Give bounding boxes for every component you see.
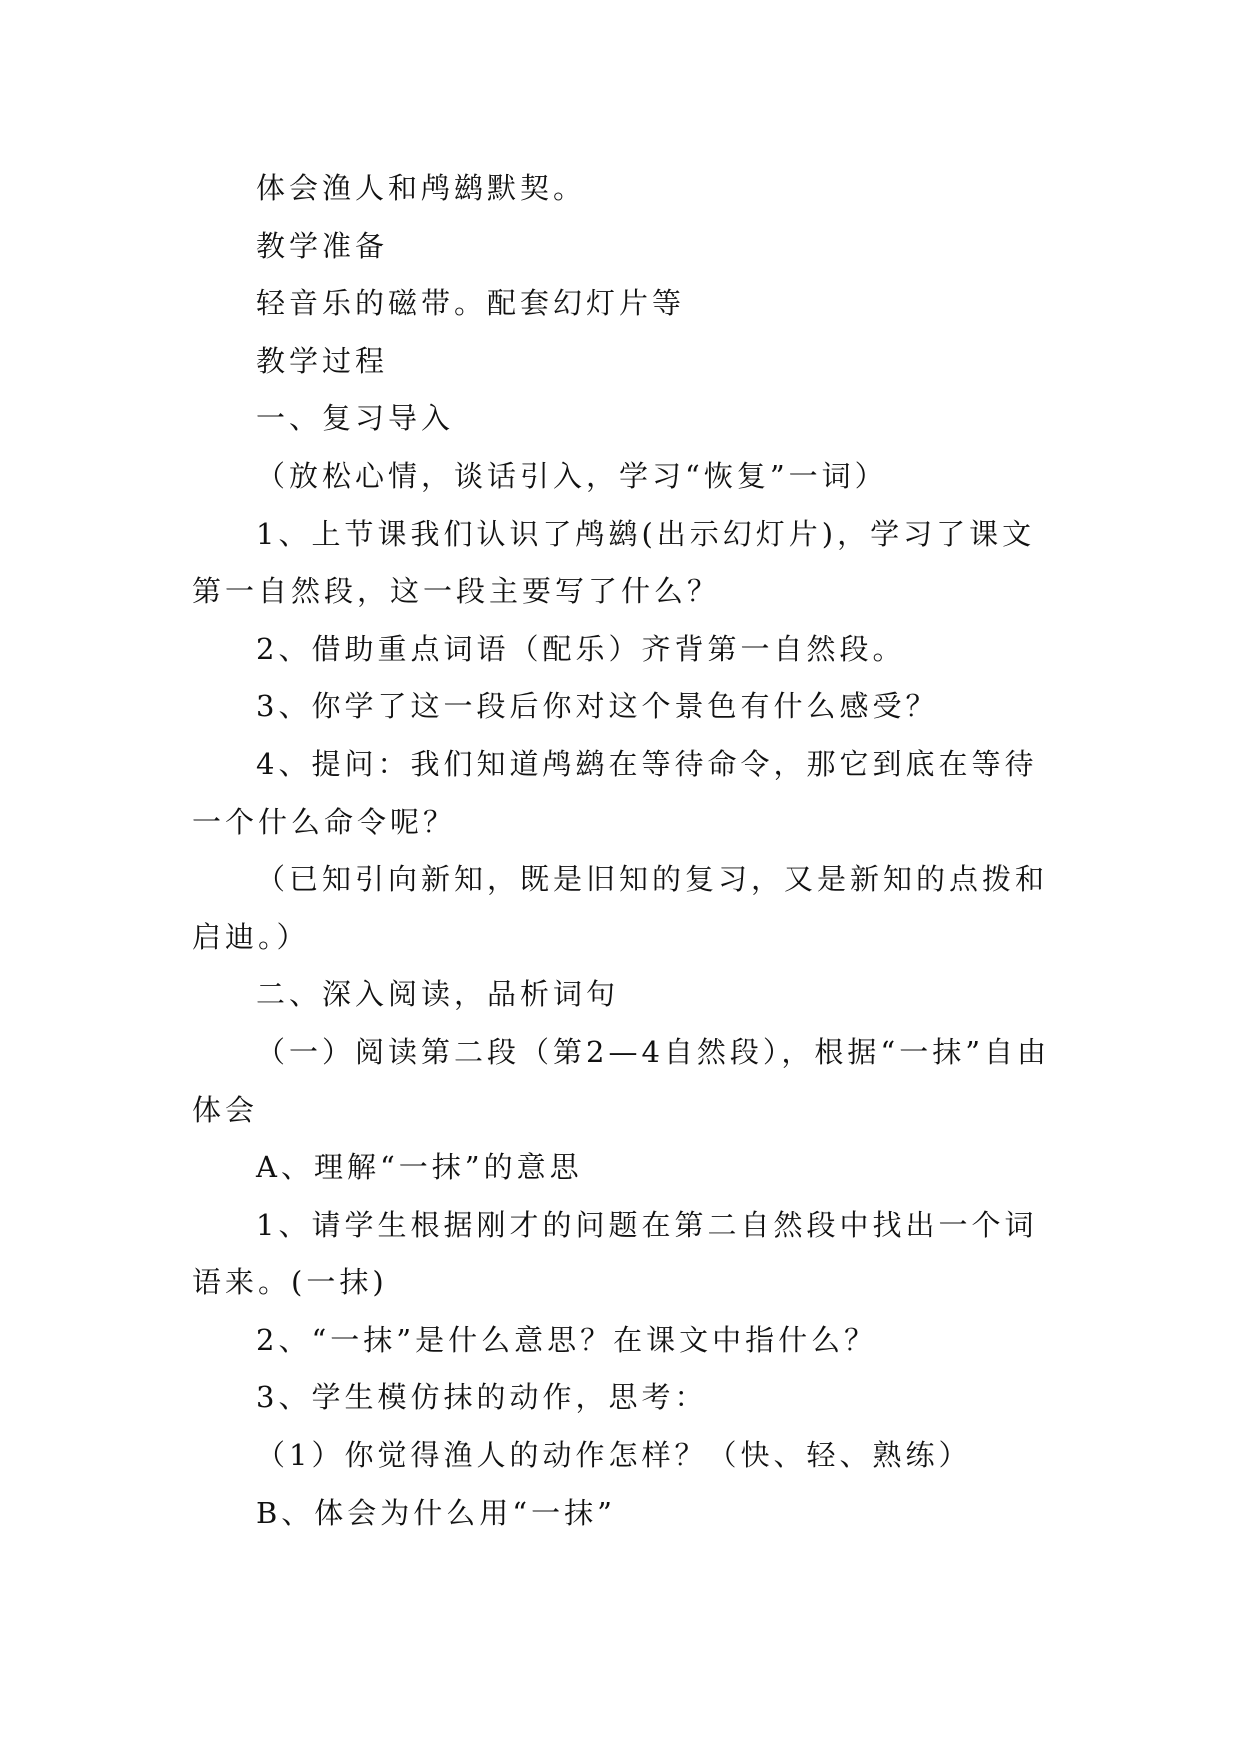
paragraph-8: 2、借助重点词语（配乐）齐背第一自然段。: [256, 631, 906, 666]
paragraph-7: 1、上节课我们认识了鸬鹚(出示幻灯片)，学习了课文第一自然段，这一段主要写了什么？: [192, 516, 1036, 609]
paragraph-3: 轻音乐的磁带。配套幻灯片等: [256, 286, 686, 321]
paragraph-11: （已知引向新知，既是旧知的复习，又是新知的点拨和启迪。）: [192, 862, 1049, 954]
paragraph-17: 3、学生模仿抹的动作，思考：: [256, 1380, 708, 1415]
paragraph-10: 4、提问：我们知道鸬鹚在等待命令，那它到底在等待一个什么命令呢？: [192, 746, 1038, 839]
paragraph-15: 1、请学生根据刚才的问题在第二自然段中找出一个词语来。(一抹): [192, 1207, 1038, 1300]
paragraph-1: 体会渔人和鸬鹚默契。: [256, 171, 587, 205]
subheading-a: A、理解“一抹”的意思: [256, 1150, 583, 1185]
paragraph-16: 2、“一抹”是什么意思？在课文中指什么？: [256, 1322, 878, 1357]
paragraph-18: （1）你觉得渔人的动作怎样？（快、轻、熟练）: [256, 1438, 972, 1473]
document-body: [192, 160, 1052, 1542]
paragraph-6: （放松心情，谈话引入，学习“恢复”一词）: [256, 458, 888, 493]
heading-section-1: 一、复习导入: [256, 401, 455, 436]
paragraph-13: （一）阅读第二段（第2—4自然段），根据“一抹”自由体会: [192, 1034, 1051, 1127]
heading-teaching-process: 教学过程: [256, 343, 389, 378]
paragraph-9: 3、你学了这一段后你对这个景色有什么感受？: [256, 689, 939, 724]
heading-section-2: 二、深入阅读，品析词句: [256, 977, 620, 1012]
subheading-b: B、体会为什么用“一抹”: [256, 1495, 616, 1530]
heading-teaching-preparation: 教学准备: [256, 228, 389, 263]
